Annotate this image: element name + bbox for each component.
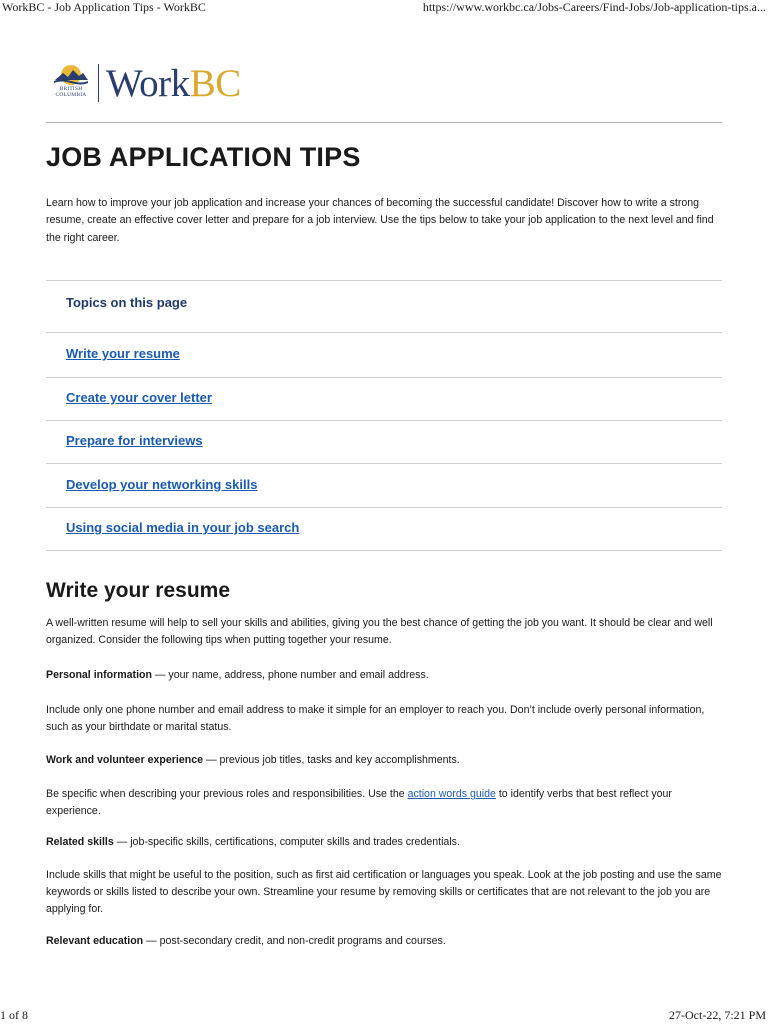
topics-divider xyxy=(46,420,722,421)
province-line-1: BRITISH xyxy=(59,86,83,92)
education-text: — post-secondary credit, and non-credit programs and courses. xyxy=(143,935,446,947)
page-title: JOB APPLICATION TIPS xyxy=(46,142,361,172)
related-skills-label: Related skills xyxy=(46,836,114,848)
header-divider xyxy=(46,122,722,123)
print-datetime: 27-Oct-22, 7:21 PM xyxy=(669,1008,766,1022)
topic-link-social-media[interactable]: Using social media in your job search xyxy=(66,520,300,535)
print-footer xyxy=(0,1008,768,1024)
workbc-wordmark xyxy=(106,62,241,106)
personal-info-label: Personal information xyxy=(46,669,152,681)
topics-divider xyxy=(46,332,722,333)
work-experience-label: Work and volunteer experience xyxy=(46,754,203,766)
topics-divider xyxy=(46,507,722,508)
topic-link-networking[interactable]: Develop your networking skills xyxy=(66,477,258,492)
page-number: 1 of 8 xyxy=(0,1008,28,1022)
action-words-guide-link[interactable]: action words guide xyxy=(407,788,496,800)
work-experience-text: — previous job titles, tasks and key accomplishments. xyxy=(203,754,460,766)
personal-info-detail: Include only one phone number and email address to make it simple for an employer to reach you. Don’t include overly personal information, such as your birthdate or marital status. xyxy=(46,704,705,733)
related-skills-text: — job-specific skills, certifications, computer skills and trades credentials. xyxy=(113,836,460,848)
related-skills-detail: Include skills that might be useful to the position, such as first aid certification or languages you speak. Look at the job posting and use the same keywords or skills listed to describe your own. Streamline your resume by removing skills or certificates that are not relevant to the job you are applying for. xyxy=(46,869,722,915)
topics-divider xyxy=(46,463,722,464)
province-name xyxy=(48,86,94,98)
topics-divider xyxy=(46,377,722,378)
topic-link-interviews[interactable]: Prepare for interviews xyxy=(66,433,203,448)
province-line-2: COLUMBIA xyxy=(55,92,87,98)
workbc-logo[interactable] xyxy=(48,62,268,104)
education-label: Relevant education xyxy=(46,935,144,947)
personal-info-item xyxy=(46,667,722,684)
logo-divider xyxy=(98,64,99,102)
page-intro: Learn how to improve your job application and increase your chances of becoming the successful candidate! Discover how to write a strong resume, create an effective cover letter and prepare for a job interview. Use the tips below to take your job application to the next level and find the right career. xyxy=(46,197,714,244)
print-header xyxy=(0,0,768,16)
topic-link-write-resume[interactable]: Write your resume xyxy=(66,346,180,361)
wordmark-bc: BC xyxy=(189,62,241,105)
work-experience-detail xyxy=(46,786,722,820)
topics-title: Topics on this page xyxy=(66,295,188,310)
browser-url[interactable]: https://www.workbc.ca/Jobs-Careers/Find-Jobs/Job-application-tips.a... xyxy=(422,0,766,14)
topic-link-cover-letter[interactable]: Create your cover letter xyxy=(66,390,212,405)
section-heading-resume: Write your resume xyxy=(46,579,231,602)
personal-info-text: — your name, address, phone number and email address. xyxy=(151,669,429,681)
topics-divider xyxy=(46,550,722,551)
work-detail-text-end: to identify verbs that best reflect your experience. xyxy=(46,788,672,817)
education-item xyxy=(46,933,722,950)
resume-intro: A well-written resume will help to sell your skills and abilities, giving you the best chance of getting the job you want. It should be clear and well organized. Consider the following tips when putting together your resume. xyxy=(46,617,713,646)
work-detail-text-start: Be specific when describing your previous roles and responsibilities. Use the xyxy=(46,788,408,800)
wordmark-work: Work xyxy=(106,62,190,105)
work-experience-item xyxy=(46,752,722,769)
related-skills-item xyxy=(46,834,722,851)
topics-divider xyxy=(46,280,722,281)
browser-page-title: WorkBC - Job Application Tips - WorkBC xyxy=(2,0,206,14)
